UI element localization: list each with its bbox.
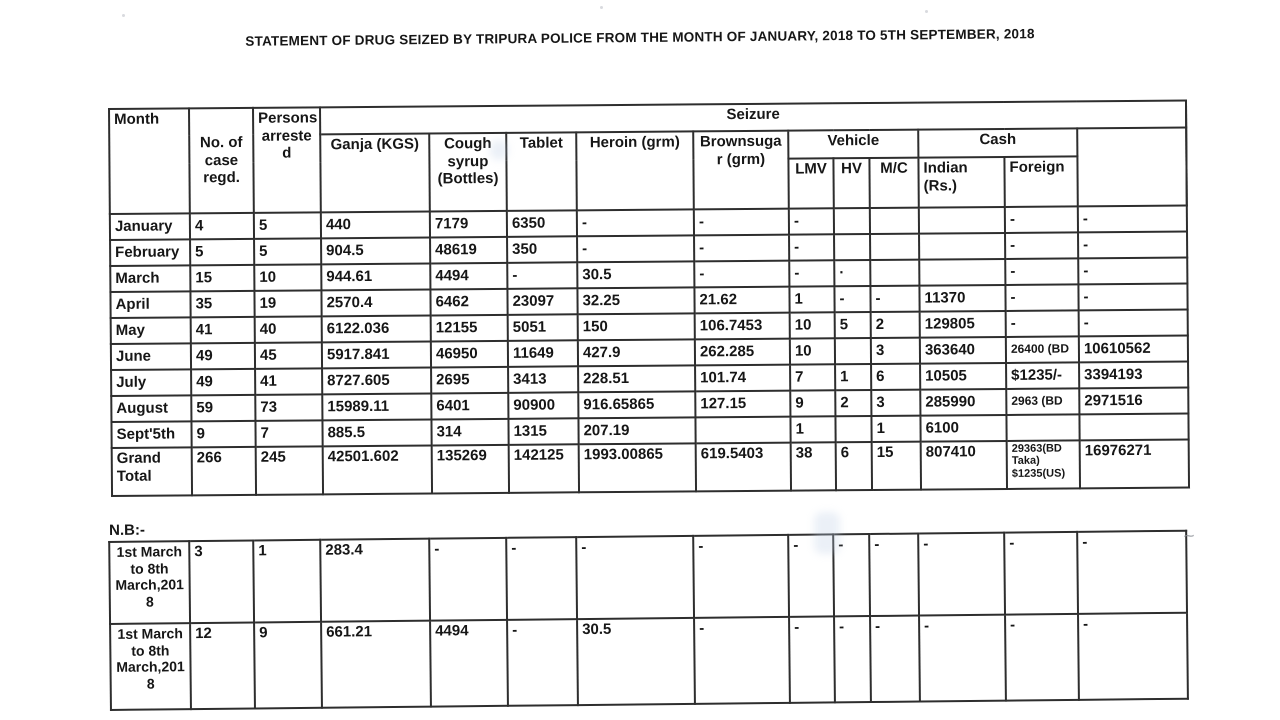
cell-mc <box>870 260 919 286</box>
cell-cough: 6401 <box>431 393 508 420</box>
cell-brownsugar: 127.15 <box>695 391 790 418</box>
cell-heroin: - <box>577 235 694 262</box>
cell-brownsugar: 101.74 <box>695 365 790 392</box>
cell-lmv: 1 <box>790 416 835 442</box>
nb-label: N.B:- <box>108 521 146 539</box>
cell-indian <box>919 207 1005 234</box>
table-row <box>112 440 1189 496</box>
cell-cough: 7179 <box>430 211 507 238</box>
cell-mc: 3 <box>871 338 920 364</box>
cell-foreign: 2963 (BD <box>1006 388 1079 415</box>
cell-hv: - <box>833 534 870 616</box>
cell-brownsugar: - <box>694 209 789 236</box>
cell-month: July <box>111 369 191 396</box>
cell-seedling: - <box>1079 310 1188 337</box>
cell-cases: 4 <box>190 213 254 240</box>
header-seizure: Seizure <box>320 101 1186 135</box>
cell-cases: 49 <box>191 369 255 396</box>
cell-heroin: 150 <box>578 313 695 340</box>
cell-heroin: 32.25 <box>577 287 694 314</box>
table-row <box>109 531 1187 624</box>
cell-heroin: - <box>577 209 694 236</box>
cell-hv <box>834 234 870 260</box>
cell-hv: 6 <box>836 442 872 490</box>
cell-heroin: 30.5 <box>577 261 694 288</box>
cell-heroin: 207.19 <box>578 417 695 444</box>
cell-mc: - <box>869 534 919 617</box>
cell-indian: - <box>918 533 1005 616</box>
cell-heroin: 30.5 <box>577 618 695 705</box>
cell-hv: - <box>834 286 870 312</box>
cell-month: February <box>110 239 190 266</box>
cell-mc <box>870 208 919 234</box>
cell-cases: 15 <box>190 265 254 292</box>
header-lmv: LMV <box>788 158 833 208</box>
scan-speck <box>600 6 603 9</box>
cell-indian: 129805 <box>920 311 1006 338</box>
cell-ganja: 283.4 <box>320 539 430 622</box>
cell-period: 1st March to 8th March,201 8 <box>110 623 191 710</box>
cell-foreign: 26400 (BD <box>1006 336 1079 363</box>
cell-foreign: - <box>1004 532 1078 615</box>
cell-foreign: - <box>1005 206 1078 233</box>
page-title: STATEMENT OF DRUG SEIZED BY TRIPURA POLICE FROM THE MONTH OF JANUARY, 2018 TO 5TH SEPTEMBER, 2018 <box>245 26 1035 49</box>
cell-brownsugar: - <box>693 535 789 618</box>
cell-tablet: 3413 <box>508 366 578 393</box>
scan-speck <box>925 10 928 13</box>
header-heroin: Heroin (grm) <box>576 131 694 210</box>
cell-indian: 285990 <box>920 389 1006 416</box>
cell-cases: 41 <box>191 317 255 344</box>
cell-foreign: 29363(BD Taka) $1235(US) <box>1007 440 1080 489</box>
cell-lmv: - <box>789 208 834 234</box>
cell-indian: 6100 <box>920 415 1006 442</box>
header-ganja: Ganja (KGS) <box>320 133 430 212</box>
cell-foreign: $1235/- <box>1006 362 1079 389</box>
cell-seedling: 10610562 <box>1079 336 1188 363</box>
cell-mc: - <box>870 286 919 312</box>
cell-persons: 5 <box>254 238 321 265</box>
cell-lmv: - <box>789 234 834 260</box>
cell-heroin: 427.9 <box>578 339 695 366</box>
cell-hv <box>835 338 871 364</box>
header-mc: M/C <box>869 158 918 208</box>
cell-brownsugar: 262.285 <box>695 339 790 366</box>
cell-foreign: - <box>1005 258 1078 285</box>
seizure-table <box>108 100 1190 497</box>
cell-cough: 4494 <box>430 263 507 290</box>
cell-cases: 3 <box>189 540 254 623</box>
cell-persons: 40 <box>255 316 322 343</box>
nb-table <box>108 530 1189 711</box>
cell-tablet: 350 <box>507 236 577 263</box>
header-brownsugar: Brownsuga r (grm) <box>693 131 789 210</box>
cell-mc: 6 <box>871 364 920 390</box>
header-cough: Cough syrup (Bottles) <box>429 133 507 212</box>
header-month: Month <box>109 108 190 214</box>
header-cases: No. of case regd. <box>189 108 254 213</box>
cell-seedling: 3394193 <box>1079 362 1188 389</box>
cell-cough: 314 <box>431 419 508 446</box>
cell-hv <box>835 416 871 442</box>
cell-foreign <box>1006 414 1079 441</box>
cell-tablet: 23097 <box>507 288 577 315</box>
cell-month: January <box>110 213 190 240</box>
cell-month: Grand Total <box>112 447 192 496</box>
cell-seedling: - <box>1078 258 1187 285</box>
cell-lmv: 7 <box>790 364 835 390</box>
cell-mc: 15 <box>872 442 921 490</box>
cell-ganja: 8727.605 <box>322 367 431 394</box>
cell-lmv: - <box>789 616 835 702</box>
cell-persons: 45 <box>255 342 322 369</box>
cell-mc: 3 <box>871 390 920 416</box>
cell-cough: - <box>429 538 507 621</box>
cell-ganja: 440 <box>321 211 430 238</box>
header-persons: Persons arreste d <box>253 107 321 213</box>
cell-seedling: - <box>1078 613 1188 700</box>
cell-seedling: - <box>1078 206 1187 233</box>
scan-smudge <box>814 512 840 554</box>
cell-persons: 245 <box>256 446 323 495</box>
cell-tablet: 11649 <box>508 340 578 367</box>
header-hv: HV <box>833 158 869 208</box>
nb-section <box>108 511 1200 711</box>
cell-brownsugar: - <box>694 235 789 262</box>
header-cash: Cash <box>918 128 1077 157</box>
cell-tablet: 6350 <box>507 210 577 237</box>
cell-tablet: 1315 <box>508 418 578 445</box>
cell-seedling: - <box>1078 284 1187 311</box>
cell-indian: 10505 <box>920 363 1006 390</box>
cell-cough: 2695 <box>431 367 508 394</box>
cell-month: May <box>111 317 191 344</box>
cell-month: April <box>110 291 190 318</box>
cell-hv: - <box>834 616 871 702</box>
cell-indian: 363640 <box>920 337 1006 364</box>
cell-cases: 9 <box>191 421 255 448</box>
cell-tablet: - <box>506 537 577 620</box>
header-vehicle: Vehicle <box>788 130 918 159</box>
table-row <box>110 613 1188 710</box>
cell-cases: 59 <box>191 395 255 422</box>
cell-cough: 46950 <box>431 341 508 368</box>
cell-persons: 5 <box>254 212 321 239</box>
cell-month: June <box>111 343 191 370</box>
cell-hv: 5 <box>835 312 871 338</box>
cell-persons: 9 <box>254 622 322 709</box>
cell-cases: 49 <box>191 343 255 370</box>
cell-heroin: 916.65865 <box>578 391 695 418</box>
cell-ganja: 904.5 <box>321 237 430 264</box>
cell-indian: 11370 <box>919 285 1005 312</box>
cell-lmv: 10 <box>790 312 835 338</box>
cell-month: August <box>111 395 191 422</box>
cell-mc: 2 <box>871 312 920 338</box>
cell-ganja: 944.61 <box>321 263 430 290</box>
cell-hv <box>834 208 870 234</box>
header-foreign: Foreign <box>1004 156 1077 207</box>
cell-heroin: - <box>576 536 694 619</box>
cell-seedling <box>1079 414 1188 441</box>
cell-lmv: - <box>789 260 834 286</box>
cell-persons: 41 <box>255 368 322 395</box>
cell-cases: 5 <box>190 239 254 266</box>
cell-indian: - <box>919 615 1006 702</box>
cell-cases: 266 <box>192 447 256 496</box>
cell-persons: 73 <box>255 394 322 421</box>
cell-month: Sept'5th <box>111 421 191 448</box>
cell-hv: 2 <box>835 390 871 416</box>
cell-lmv: 10 <box>790 338 835 364</box>
cell-lmv: 38 <box>791 442 836 490</box>
cell-persons: 1 <box>253 540 321 623</box>
cell-tablet: - <box>507 619 578 706</box>
cell-brownsugar <box>695 417 790 444</box>
cell-month: March <box>110 265 190 292</box>
header-indian: Indian (Rs.) <box>918 157 1004 208</box>
cell-indian <box>919 233 1005 260</box>
cell-tablet: 90900 <box>508 392 578 419</box>
cell-mc <box>870 234 919 260</box>
cell-cough: 6462 <box>430 289 507 316</box>
cell-ganja: 15989.11 <box>322 393 431 420</box>
cell-tablet: - <box>507 262 577 289</box>
scan-speck <box>122 14 125 17</box>
cell-mc: 1 <box>871 416 920 442</box>
cell-heroin: 1993.00865 <box>579 443 696 492</box>
cell-ganja: 885.5 <box>322 419 431 446</box>
cell-lmv: 9 <box>790 390 835 416</box>
cell-foreign: - <box>1006 310 1079 337</box>
cell-persons: 7 <box>255 420 322 447</box>
cell-period: 1st March to 8th March,201 8 <box>109 541 190 624</box>
cell-cough: 48619 <box>430 237 507 264</box>
cell-cough: 4494 <box>430 620 508 707</box>
cell-brownsugar: - <box>694 617 790 704</box>
cell-ganja: 2570.4 <box>321 289 430 316</box>
cell-hv: · <box>834 260 870 286</box>
cell-persons: 19 <box>254 290 321 317</box>
cell-cases: 35 <box>190 291 254 318</box>
header-tablet: Tablet <box>506 132 577 211</box>
cell-ganja: 6122.036 <box>322 315 431 342</box>
cell-cough: 135269 <box>432 445 509 494</box>
cell-persons: 10 <box>254 264 321 291</box>
cell-tablet: 5051 <box>508 314 578 341</box>
cell-foreign: - <box>1005 232 1078 259</box>
cell-indian: 807410 <box>921 441 1007 490</box>
cell-brownsugar: 106.7453 <box>695 313 790 340</box>
cell-lmv: 1 <box>789 286 834 312</box>
cell-foreign: - <box>1005 614 1079 701</box>
cell-mc: - <box>870 616 920 703</box>
cell-seedling: - <box>1078 232 1187 259</box>
cell-seedling: - <box>1077 531 1187 614</box>
cell-brownsugar: 619.5403 <box>696 443 791 492</box>
cell-ganja: 661.21 <box>321 621 431 708</box>
cell-ganja: 5917.841 <box>322 341 431 368</box>
cell-ganja: 42501.602 <box>323 445 432 494</box>
cell-heroin: 228.51 <box>578 365 695 392</box>
scan-smudge <box>490 140 508 160</box>
cell-hv: 1 <box>835 364 871 390</box>
cell-brownsugar: 21.62 <box>694 287 789 314</box>
cell-seedling: 16976271 <box>1080 440 1189 489</box>
cell-lmv: - <box>788 534 834 616</box>
scan-artifact: ⁓ <box>1184 531 1194 542</box>
cell-cough: 12155 <box>431 315 508 342</box>
cell-seedling: 2971516 <box>1079 388 1188 415</box>
cell-cases: 12 <box>190 622 255 709</box>
cell-brownsugar: - <box>694 261 789 288</box>
cell-indian <box>919 259 1005 286</box>
cell-tablet: 142125 <box>509 444 579 493</box>
cell-foreign: - <box>1005 284 1078 311</box>
